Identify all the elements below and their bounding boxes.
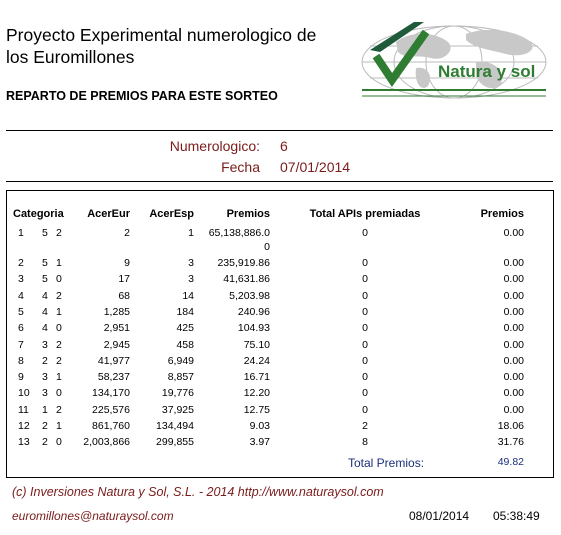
- cell-aceresp: 458: [176, 338, 194, 351]
- cell-premios: 0.00: [503, 257, 524, 269]
- cell-categoria: 2: [18, 257, 24, 269]
- email-link[interactable]: euromillones@naturaysol.com: [12, 509, 174, 523]
- divider: [6, 181, 553, 182]
- cell-total-apis: 2: [362, 420, 368, 432]
- cell-premios: 0.00: [503, 403, 524, 416]
- cell-categoria: 12: [18, 420, 30, 432]
- fecha-label: Fecha: [221, 159, 260, 175]
- cell-premio: 235,919.86: [217, 257, 270, 269]
- cell-aceresp: 299,855: [156, 436, 194, 449]
- cell-total-apis: 0: [362, 354, 368, 367]
- col-header-categoria: Categoria: [13, 208, 64, 220]
- cell-total-apis: 0: [362, 371, 368, 384]
- cell-acertados-numeros: 2: [42, 436, 48, 449]
- cell-acereur: 68: [118, 289, 130, 302]
- cell-aceresp: 8,857: [167, 371, 194, 384]
- logo-text: Natura y sol: [438, 62, 536, 81]
- cell-acertados-estrellas: 2: [56, 403, 62, 416]
- cell-acertados-estrellas: 0: [56, 436, 62, 449]
- cell-acertados-estrellas: 0: [56, 387, 62, 400]
- cell-total-apis: 0: [362, 305, 368, 318]
- col-header-total-apis: Total APIs premiadas: [309, 208, 421, 220]
- report-subtitle: REPARTO DE PREMIOS PARA ESTE SORTEO: [6, 89, 278, 103]
- cell-aceresp: 1: [188, 227, 194, 239]
- cell-categoria: 10: [18, 387, 30, 400]
- col-header-premios-2: Premios: [480, 208, 524, 220]
- cell-acereur: 861,760: [92, 420, 130, 432]
- cell-premio: 75.10: [243, 338, 270, 351]
- report-title: [6, 24, 351, 68]
- cell-total-apis: 0: [362, 273, 368, 286]
- cell-premios: 0.00: [503, 227, 524, 239]
- cell-premio: 12.20: [243, 387, 270, 400]
- numerologico-label: Numerologico:: [169, 138, 260, 154]
- fecha-value: 07/01/2014: [280, 159, 351, 175]
- cell-acertados-numeros: 4: [42, 322, 48, 335]
- cell-premios: 18.06: [497, 420, 524, 432]
- cell-total-apis: 0: [362, 403, 368, 416]
- cell-acereur: 58,237: [97, 371, 130, 384]
- cell-categoria: 11: [18, 403, 29, 416]
- cell-categoria: 3: [18, 273, 24, 286]
- cell-premio: 24.24: [243, 354, 270, 367]
- cell-total-apis: 0: [362, 387, 368, 400]
- print-time: 05:38:49: [493, 509, 540, 523]
- cell-categoria: 1: [18, 227, 24, 239]
- cell-total-apis: 0: [362, 289, 368, 302]
- cell-premios: 0.00: [503, 387, 524, 400]
- cell-acereur: 2: [124, 227, 130, 239]
- cell-premios: 31.76: [497, 436, 524, 449]
- cell-acertados-numeros: 5: [42, 257, 48, 269]
- cell-acertados-estrellas: 2: [56, 227, 62, 239]
- cell-premios: 0.00: [503, 305, 524, 318]
- cell-aceresp: 134,494: [156, 420, 194, 432]
- cell-acertados-estrellas: 1: [56, 371, 62, 384]
- cell-aceresp: 3: [188, 257, 194, 269]
- cell-aceresp: 425: [176, 322, 194, 335]
- cell-acereur: 2,003,866: [83, 436, 130, 449]
- cell-premio: 12.75: [243, 403, 270, 416]
- total-premios-label: Total Premios:: [348, 456, 425, 470]
- total-premios-value: 49.82: [497, 456, 524, 468]
- col-header-premios: Premios: [226, 208, 270, 220]
- cell-acertados-estrellas: 2: [56, 338, 62, 351]
- copyright-text: (c) Inversiones Natura y Sol, S.L. - 2014 http://www.naturaysol.com: [12, 485, 384, 499]
- cell-acertados-numeros: 2: [42, 354, 48, 367]
- cell-total-apis: 0: [362, 338, 368, 351]
- cell-premio: 5,203.98: [229, 289, 270, 302]
- cell-acertados-estrellas: 1: [56, 257, 62, 269]
- cell-acertados-numeros: 5: [42, 273, 48, 286]
- cell-acertados-estrellas: 0: [56, 322, 62, 335]
- cell-premio: 65,138,886.0: [208, 227, 270, 239]
- cell-aceresp: 3: [188, 273, 194, 286]
- cell-premios: 0.00: [503, 354, 524, 367]
- cell-premios: 0.00: [503, 273, 524, 286]
- cell-categoria: 13: [18, 436, 30, 449]
- cell-premio: 3.97: [249, 436, 270, 449]
- cell-acertados-numeros: 4: [42, 305, 48, 318]
- cell-premios: 0.00: [503, 289, 524, 302]
- cell-acertados-numeros: 3: [42, 387, 48, 400]
- cell-acereur: 2,951: [103, 322, 130, 335]
- cell-acereur: 1,285: [103, 305, 130, 318]
- cell-acertados-estrellas: 2: [56, 289, 62, 302]
- cell-acereur: 17: [118, 273, 130, 286]
- divider: [6, 130, 553, 131]
- cell-categoria: 6: [18, 322, 24, 335]
- cell-acertados-numeros: 1: [42, 403, 48, 416]
- cell-acertados-estrellas: 0: [56, 273, 62, 286]
- cell-acertados-numeros: 4: [42, 289, 48, 302]
- cell-acertados-numeros: 3: [42, 338, 48, 351]
- cell-premio: 16.71: [243, 371, 270, 384]
- cell-total-apis: 0: [362, 227, 368, 239]
- cell-categoria: 8: [18, 354, 24, 367]
- cell-premio: 104.93: [237, 322, 270, 335]
- cell-aceresp: 14: [182, 289, 194, 302]
- cell-acertados-estrellas: 1: [56, 420, 62, 432]
- natura-y-sol-logo: [356, 12, 553, 104]
- cell-aceresp: 19,776: [161, 387, 194, 400]
- cell-premios: 0.00: [503, 338, 524, 351]
- cell-categoria: 4: [18, 289, 24, 302]
- cell-acertados-estrellas: 1: [56, 305, 62, 318]
- cell-acereur: 9: [124, 257, 130, 269]
- cell-premio: 41,631.86: [223, 273, 270, 286]
- cell-categoria: 5: [18, 305, 24, 318]
- cell-acereur: 2,945: [103, 338, 130, 351]
- numerologico-value: 6: [280, 138, 288, 154]
- title-line-1: Proyecto Experimental numerologico de: [6, 25, 317, 45]
- cell-acereur: 41,977: [97, 354, 130, 367]
- cell-acertados-numeros: 3: [42, 371, 48, 384]
- cell-aceresp: 6,949: [167, 354, 194, 367]
- cell-acereur: 134,170: [92, 387, 130, 400]
- cell-total-apis: 0: [362, 257, 368, 269]
- cell-premios: 0.00: [503, 371, 524, 384]
- cell-total-apis: 0: [362, 322, 368, 335]
- cell-acereur: 225,576: [92, 403, 130, 416]
- title-line-2: los Euromillones: [6, 47, 135, 67]
- cell-total-apis: 8: [362, 436, 368, 449]
- cell-acertados-estrellas: 2: [56, 354, 62, 367]
- cell-premio-overflow: 0: [264, 241, 270, 253]
- cell-aceresp: 37,925: [161, 403, 194, 416]
- cell-categoria: 9: [18, 371, 24, 384]
- col-header-acereur: AcerEur: [87, 208, 130, 220]
- col-header-aceresp: AcerEsp: [149, 208, 194, 220]
- cell-premio: 240.96: [237, 305, 270, 318]
- cell-aceresp: 184: [176, 305, 194, 318]
- cell-categoria: 7: [18, 338, 24, 351]
- cell-premios: 0.00: [503, 322, 524, 335]
- globe-check-icon: [356, 12, 553, 104]
- print-date: 08/01/2014: [409, 509, 470, 523]
- cell-acertados-numeros: 5: [42, 227, 48, 239]
- cell-premio: 9.03: [249, 420, 270, 432]
- cell-acertados-numeros: 2: [42, 420, 48, 432]
